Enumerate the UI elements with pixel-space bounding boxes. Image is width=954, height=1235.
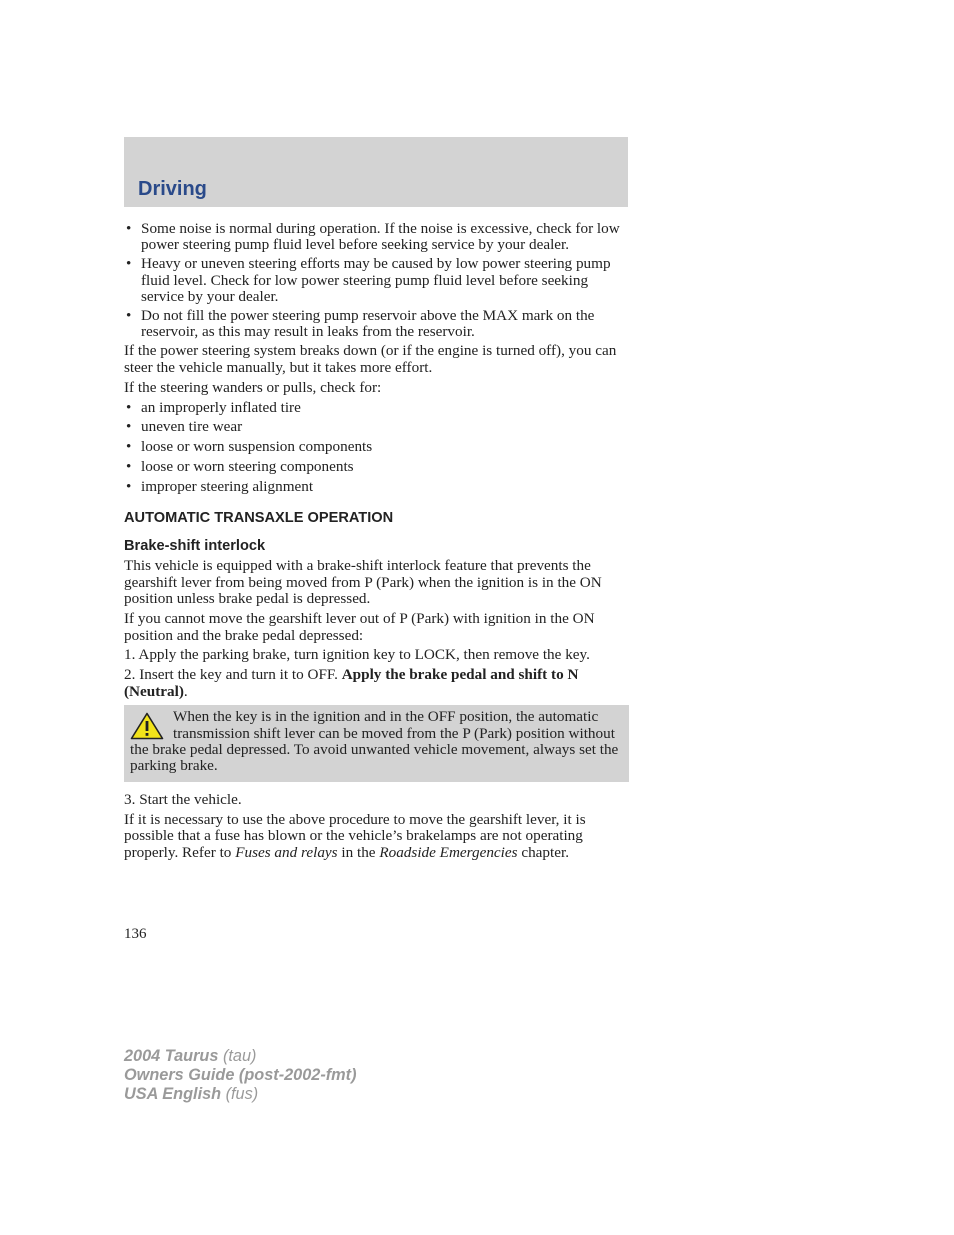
- fuse-text-1: If it is necessary to use the above procedure to move the gearshift lever, it is possible that a fuse has blown or the vehicle’s brakelamps are not operating properly. Refer to: [124, 810, 586, 861]
- fuse-ref-fuses: Fuses and relays: [235, 843, 338, 861]
- bullet-text: Some noise is normal during operation. If the noise is excessive, check for low power steering pump fluid level before seeking service by your dealer.: [141, 220, 620, 254]
- list-item: • Some noise is normal during operation. If the noise is excessive, check for low power steering pump fluid level before seeking service by your dealer.: [126, 220, 620, 254]
- step-2-bold: Apply the brake pedal and shift to N (Neutral): [124, 666, 579, 700]
- paragraph-breakdown: If the power steering system breaks down (or if the engine is turned off), you can steer the vehicle manually, but it takes more effort.: [124, 342, 617, 376]
- paragraph-interlock-1: This vehicle is equipped with a brake-shift interlock feature that prevents the gearshift lever from being moved from P (Park) when the ignition is in the ON position unless brake pedal is depressed.: [124, 557, 602, 608]
- paragraph-interlock-2: If you cannot move the gearshift lever out of P (Park) with ignition in the ON position and the brake pedal depressed:: [124, 610, 595, 644]
- footer-model-code: (tau): [218, 1047, 257, 1065]
- bullet-text: loose or worn suspension components: [141, 438, 373, 456]
- section-title: Driving: [138, 178, 207, 200]
- footer-line-2: [124, 1066, 357, 1085]
- step-2-plain: 2. Insert the key and turn it to OFF.: [124, 666, 342, 684]
- list-item: • improper steering alignment: [126, 478, 314, 496]
- warning-box: [124, 705, 629, 782]
- footer-line-1: [124, 1047, 357, 1066]
- bullet-text: uneven tire wear: [141, 418, 243, 436]
- step-1: 1. Apply the parking brake, turn ignition key to LOCK, then remove the key.: [124, 646, 590, 664]
- bullet-text: loose or worn steering components: [141, 458, 354, 476]
- list-item: • an improperly inflated tire: [126, 398, 301, 416]
- footer-guide: Owners Guide (post-2002-fmt): [124, 1066, 357, 1084]
- list-item: • loose or worn steering components: [126, 458, 354, 476]
- footer-model: 2004 Taurus: [124, 1047, 219, 1065]
- list-item: • loose or worn suspension components: [126, 438, 373, 456]
- paragraph-wanders: If the steering wanders or pulls, check for:: [124, 378, 382, 396]
- power-steering-notes-list: [124, 221, 629, 341]
- warning-triangle-icon: [130, 712, 164, 740]
- footer-language-code: (fus): [221, 1085, 259, 1103]
- fuse-ref-chapter: Roadside Emergencies: [379, 843, 518, 861]
- document-footer: [124, 1047, 357, 1104]
- warning-text: When the key is in the ignition and in the OFF position, the automatic transmission shift lever can be moved from the P (Park) position without the brake pedal depressed. To avoid unwanted vehicle movement, always set the parking brake.: [130, 708, 619, 775]
- footer-line-3: [124, 1085, 357, 1104]
- step-3: 3. Start the vehicle.: [124, 790, 242, 808]
- bullet-text: Do not fill the power steering pump reservoir above the MAX mark on the reservoir, as this may result in leaks from the reservoir.: [141, 307, 595, 341]
- steering-check-list: [124, 400, 629, 496]
- heading-interlock: Brake-shift interlock: [124, 538, 266, 554]
- list-item: • uneven tire wear: [126, 418, 243, 436]
- step-2: [124, 667, 629, 700]
- bullet-text: an improperly inflated tire: [141, 398, 301, 416]
- fuse-text-2: in the: [337, 843, 380, 861]
- page-number: 136: [124, 926, 147, 942]
- bullet-text: improper steering alignment: [141, 478, 314, 496]
- fuse-text-3: chapter.: [517, 843, 569, 861]
- paragraph-fuse: [124, 812, 629, 861]
- heading-transaxle: AUTOMATIC TRANSAXLE OPERATION: [124, 509, 394, 526]
- footer-language: USA English: [124, 1085, 222, 1103]
- page-content: [124, 221, 629, 864]
- section-header-band: [124, 137, 628, 207]
- list-item: • Heavy or uneven steering efforts may be caused by low power steering pump fluid level. Check for low power steering pump fluid level before seeking service by your dealer.: [126, 255, 611, 306]
- bullet-text: Heavy or uneven steering efforts may be caused by low power steering pump fluid level. Check for low power steering pump fluid level before seeking service by your dealer.: [141, 255, 611, 306]
- list-item: • Do not fill the power steering pump reservoir above the MAX mark on the reservoir, as this may result in leaks from the reservoir.: [126, 307, 595, 341]
- step-2-end: .: [183, 682, 188, 700]
